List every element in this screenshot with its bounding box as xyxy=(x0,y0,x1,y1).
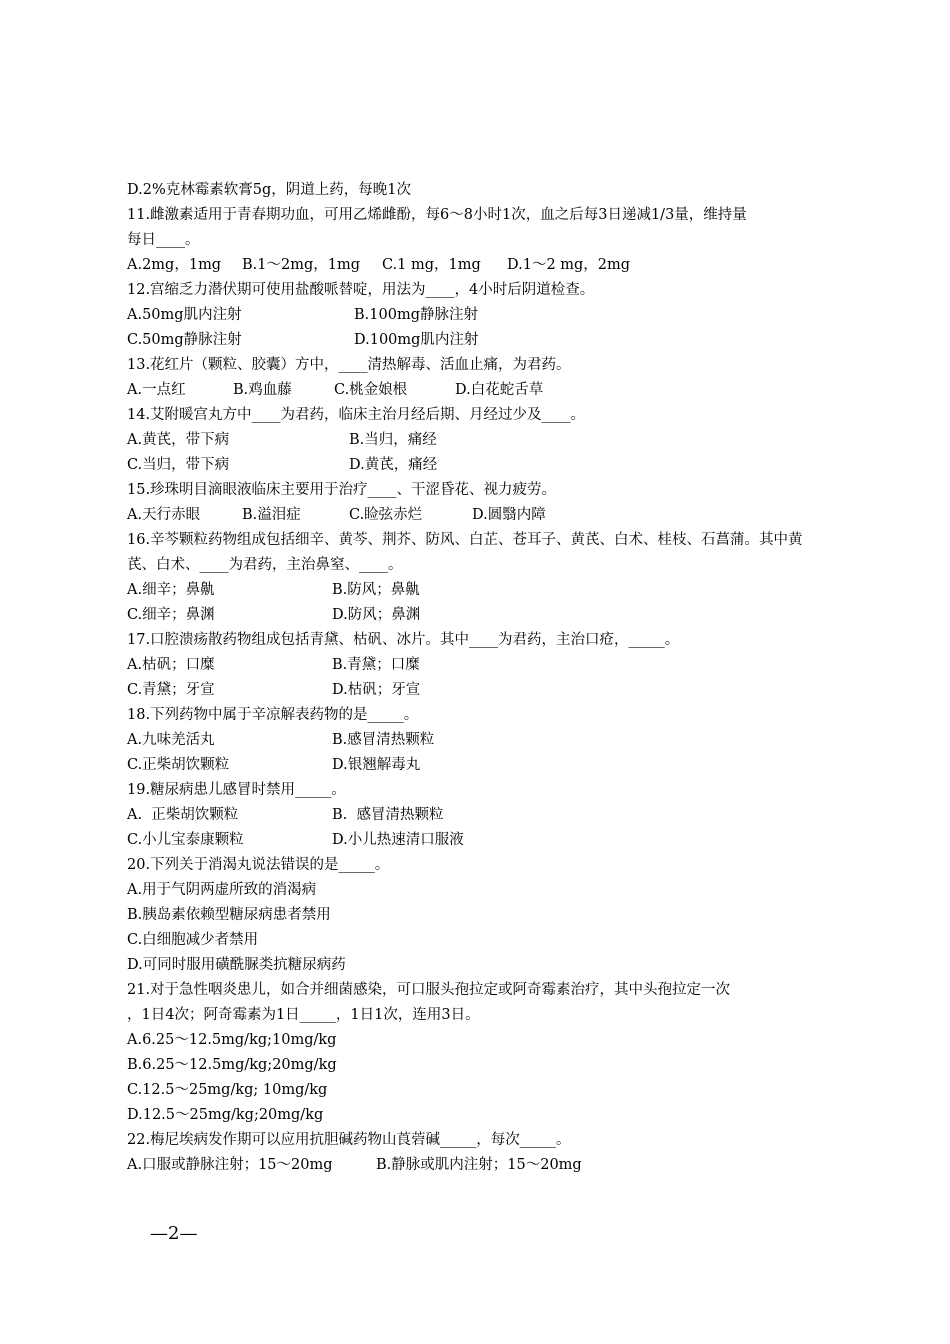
q21-option-a: A.6.25～12.5mg/kg;10mg/kg xyxy=(127,1032,337,1048)
q16-option-d: D.防风；鼻渊 xyxy=(332,607,421,623)
q11-stem-line2: 每日____。 xyxy=(127,232,200,248)
q16-stem-line2: 芪、白术、____为君药，主治鼻窒、____。 xyxy=(127,557,403,573)
q14-option-c: C.当归，带下病 xyxy=(127,457,230,473)
q18-option-c: C.正柴胡饮颗粒 xyxy=(127,757,230,773)
q18-stem: 18.下列药物中属于辛凉解表药物的是_____。 xyxy=(127,707,419,723)
q22-stem: 22.梅尼埃病发作期可以应用抗胆碱药物山莨菪碱_____，每次_____。 xyxy=(127,1132,571,1148)
q21-option-b: B.6.25～12.5mg/kg;20mg/kg xyxy=(127,1057,337,1073)
q11-option-c: C.1 mg，1mg xyxy=(382,257,481,273)
q21-option-c: C.12.5～25mg/kg; 10mg/kg xyxy=(127,1082,328,1098)
q14-option-a: A.黄芪，带下病 xyxy=(127,432,230,448)
q15-option-c: C.睑弦赤烂 xyxy=(349,507,423,523)
q19-option-a: A. 正柴胡饮颗粒 xyxy=(127,807,239,823)
q11-option-a: A.2mg，1mg xyxy=(127,257,222,273)
q18-option-b: B.感冒清热颗粒 xyxy=(332,732,435,748)
q20-option-a: A.用于气阴两虚所致的消渴病 xyxy=(127,882,317,898)
q13-option-a: A.一点红 xyxy=(127,382,186,398)
q22-option-b: B.静脉或肌内注射；15～20mg xyxy=(376,1157,582,1173)
q20-option-c: C.白细胞减少者禁用 xyxy=(127,932,259,948)
q15-option-b: B.溢泪症 xyxy=(242,507,301,523)
q12-option-b: B.100mg静脉注射 xyxy=(354,307,478,323)
page-number: —2— xyxy=(150,1223,198,1244)
q11-option-b: B.1～2mg，1mg xyxy=(242,257,361,273)
q20-stem: 20.下列关于消渴丸说法错误的是_____。 xyxy=(127,857,390,873)
q21-stem-line2: ，1日4次；阿奇霉素为1日_____，1日1次，连用3日。 xyxy=(127,1007,480,1023)
q19-stem: 19.糖尿病患儿感冒时禁用_____。 xyxy=(127,782,346,798)
q19-option-b: B. 感冒清热颗粒 xyxy=(332,807,444,823)
q16-option-c: C.细辛；鼻渊 xyxy=(127,607,215,623)
q12-stem: 12.宫缩乏力潜伏期可使用盐酸哌替啶，用法为____，4小时后阴道检查。 xyxy=(127,282,595,298)
q11-option-d: D.1～2 mg，2mg xyxy=(507,257,631,273)
q13-option-d: D.白花蛇舌草 xyxy=(455,382,544,398)
q14-option-b: B.当归，痛经 xyxy=(349,432,437,448)
q13-option-c: C.桃金娘根 xyxy=(334,382,408,398)
q13-stem: 13.花红片（颗粒、胶囊）方中，____清热解毒、活血止痛，为君药。 xyxy=(127,357,571,373)
q12-option-d: D.100mg肌内注射 xyxy=(354,332,479,348)
q18-option-a: A.九味羌活丸 xyxy=(127,732,215,748)
q17-stem: 17.口腔溃疡散药物组成包括青黛、枯矾、冰片。其中____为君药，主治口疮，_____。 xyxy=(127,632,680,648)
q17-option-b: B.青黛；口糜 xyxy=(332,657,420,673)
q15-option-a: A.天行赤眼 xyxy=(127,507,201,523)
q22-option-a: A.口服或静脉注射；15～20mg xyxy=(127,1157,333,1173)
q20-option-b: B.胰岛素依赖型糖尿病患者禁用 xyxy=(127,907,331,923)
q18-option-d: D.银翘解毒丸 xyxy=(332,757,421,773)
q15-option-d: D.圆翳内障 xyxy=(472,507,546,523)
q13-option-b: B.鸡血藤 xyxy=(233,382,292,398)
q19-option-c: C.小儿宝泰康颗粒 xyxy=(127,832,244,848)
q20-option-d: D.可同时服用磺酰脲类抗糖尿病药 xyxy=(127,957,346,973)
q19-option-d: D.小儿热速清口服液 xyxy=(332,832,464,848)
q10-option-d: D.2%克林霉素软膏5g，阴道上药，每晚1次 xyxy=(127,182,411,198)
q15-stem: 15.珍珠明目滴眼液临床主要用于治疗____、干涩昏花、视力疲劳。 xyxy=(127,482,557,498)
q17-option-d: D.枯矾；牙宣 xyxy=(332,682,421,698)
q16-option-b: B.防风；鼻鼽 xyxy=(332,582,420,598)
q12-option-a: A.50mg肌内注射 xyxy=(127,307,242,323)
q17-option-c: C.青黛；牙宣 xyxy=(127,682,215,698)
q16-stem-line1: 16.辛芩颗粒药物组成包括细辛、黄芩、荆芥、防风、白芷、苍耳子、黄芪、白术、桂枝、石菖蒲。其中黄 xyxy=(127,532,803,548)
q21-stem-line1: 21.对于急性咽炎患儿，如合并细菌感染，可口服头孢拉定或阿奇霉素治疗，其中头孢拉定一次 xyxy=(127,982,731,998)
q17-option-a: A.枯矾；口糜 xyxy=(127,657,215,673)
q11-stem-line1: 11.雌激素适用于青春期功血，可用乙烯雌酚，每6～8小时1次，血之后每3日递减1/3量，维持量 xyxy=(127,207,747,223)
q21-option-d: D.12.5～25mg/kg;20mg/kg xyxy=(127,1107,324,1123)
q16-option-a: A.细辛；鼻鼽 xyxy=(127,582,215,598)
q12-option-c: C.50mg静脉注射 xyxy=(127,332,242,348)
q14-stem: 14.艾附暖宫丸方中____为君药，临床主治月经后期、月经过少及____。 xyxy=(127,407,586,423)
q14-option-d: D.黄芪，痛经 xyxy=(349,457,438,473)
